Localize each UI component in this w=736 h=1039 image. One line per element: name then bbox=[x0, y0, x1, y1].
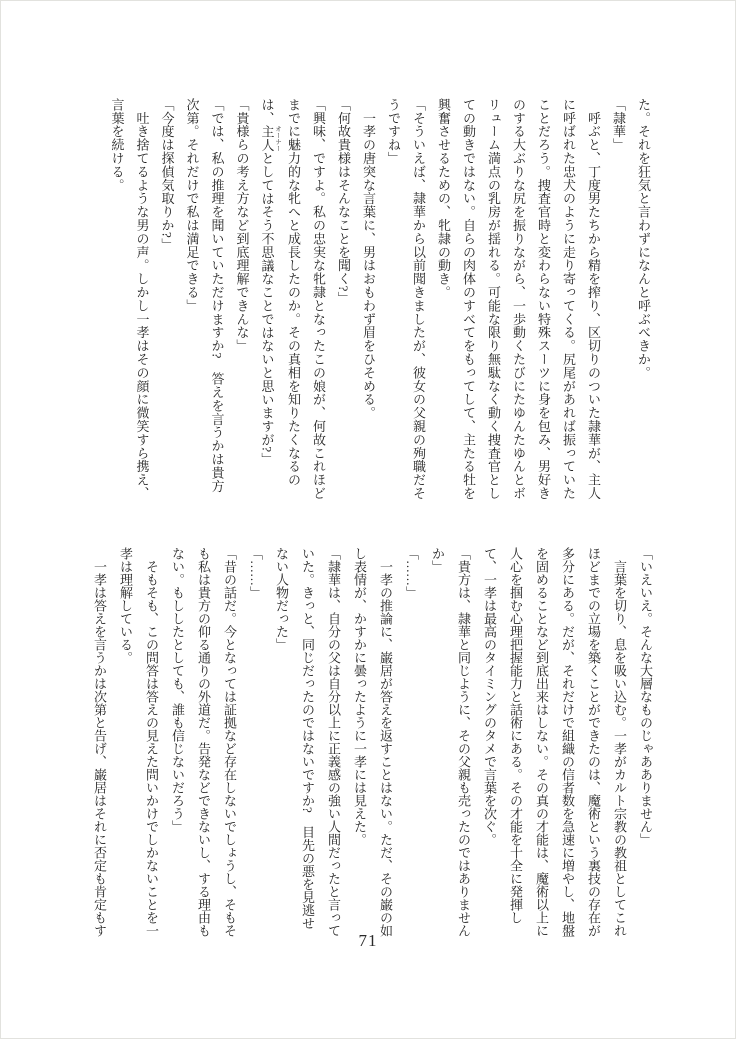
text-line: 「昔の話だ。今となっては証拠など存在しないでしょうし、そもそ bbox=[222, 547, 237, 937]
text-line: 「隷華は、自分の父は自分以上に正義感の強い人間だったと言って bbox=[326, 547, 341, 937]
text-line: 「では、私の推理を聞いていただけますか? 答えを言うかは貴方 bbox=[209, 98, 225, 493]
text-block-top bbox=[105, 98, 657, 506]
text-line: 一孝の唐突な言葉に、男はおもわず眉をひそめる。 bbox=[361, 98, 376, 420]
text-line: リューム満点の乳房が揺れる。可能な限り無駄なく動く捜査官とし bbox=[486, 98, 501, 500]
text-line: も私は貴方の仰る通りの外道だ。告発などできないし、する理由も bbox=[196, 547, 211, 937]
text-line: そもそも、この問答は答えの見えた問いかけでしかないことを一 bbox=[144, 547, 159, 937]
text-line: 「貴方は、隷華と同じように、その父親も売ったのではありません bbox=[456, 547, 471, 937]
text-line: て、一孝は最高のタイミングのタメで言葉を次ぐ。 bbox=[482, 547, 497, 846]
text-line: 「興味、ですよ。私の忠実な牝隷となったこの娘が、何故これほど bbox=[311, 98, 326, 500]
text-line: を固めることなど到底出来はしない。その真の才能は、魔術以上に bbox=[534, 547, 549, 937]
text-block-bottom bbox=[86, 547, 658, 949]
text-line: うですね」 bbox=[386, 98, 401, 165]
text-line: 「何故貴様はそんなことを聞く?」 bbox=[336, 98, 351, 306]
text-line: 呼ぶと、丁度男たちから精を搾り、区切りのついた隷華が、主人 bbox=[586, 98, 601, 500]
text-line: ない。もししたとしても、誰も信じないだろう」 bbox=[170, 547, 185, 833]
text-line: 「……」 bbox=[404, 547, 419, 599]
text-line: 人心を掴む心理把握能力と話術にある。その才能を十全に発揮し bbox=[508, 547, 523, 924]
text-line: ての動きではない。自らの肉体のすべてをもってして、主たる牡を bbox=[461, 98, 476, 500]
text-line: 多分にある。だが、それだけで組織の信者数を急速に増やし、地盤 bbox=[560, 547, 575, 937]
text-line: 次第。それだけで私は満足できる」 bbox=[184, 98, 200, 313]
text-line: 孝は理解している。 bbox=[118, 547, 133, 664]
text-line: のする大ぶりな尻を振りながら、一歩動くたびにたゆんたゆんとボ bbox=[511, 98, 526, 500]
text-line: 「いえいえ。そんな大層なものじゃあありません」 bbox=[638, 547, 653, 846]
text-line: 言葉を続ける。 bbox=[109, 98, 125, 192]
furigana-ruby: 主人 オーナー bbox=[259, 124, 281, 152]
text-line: いた。きっと、同じだったのではないですか? 目先の悪を見逃せ bbox=[300, 547, 315, 930]
text-line: に呼ばれた忠犬のように走り寄ってくる。尻尾があれば振っていた bbox=[561, 98, 576, 500]
text-line: ほどまでの立場を築くことができたのは、魔術という裏技の存在が bbox=[586, 547, 601, 937]
text-line: 「そういえば、隷華から以前聞きましたが、彼女の父親の殉職だそ bbox=[411, 98, 426, 500]
text-line: 一孝は答えを言うかは次第と告げ、巌居はそれに否定も肯定もす bbox=[92, 547, 107, 937]
text-line: か」 bbox=[430, 547, 445, 573]
text-line: 「今度は探偵気取りか?」 bbox=[159, 98, 175, 252]
text-line: 「貴様らの考え方など到底理解できんな」 bbox=[234, 98, 250, 353]
text-line: 「隷華」 bbox=[611, 98, 626, 152]
text-line: ない人物だった」 bbox=[274, 547, 289, 651]
text-line: は、主人 オーナーとしてはそう不思議なことではないと思いますが?」 bbox=[259, 98, 281, 466]
text-line: 言葉を切り、息を吸い込む。一孝がカルト宗教の教祖としてこれ bbox=[612, 547, 627, 937]
text-line: ことだろう。捜査官時と変わらない特殊スーツに身を包み、男好き bbox=[536, 98, 551, 500]
text-line: 一孝の推論に、巌居が答えを返すことはない。ただ、その巌の如 bbox=[378, 547, 393, 937]
text-line: 吐き捨てるような男の声。しかし一孝はその顔に微笑すら携え、 bbox=[134, 98, 150, 500]
text-line: 「……」 bbox=[248, 547, 263, 599]
text-line: し表情が、かすかに曇ったように一孝には見えた。 bbox=[352, 547, 367, 846]
page-number: 71 bbox=[358, 931, 378, 950]
text-line: 興奮させるための、牝隷の動き。 bbox=[436, 98, 451, 299]
text-line: までに魅力的な牝へと成長したのか。その真相を知りたくなるの bbox=[286, 98, 301, 487]
text-line: た。それを狂気と言わずになんと呼ぶべきか。 bbox=[636, 98, 651, 380]
